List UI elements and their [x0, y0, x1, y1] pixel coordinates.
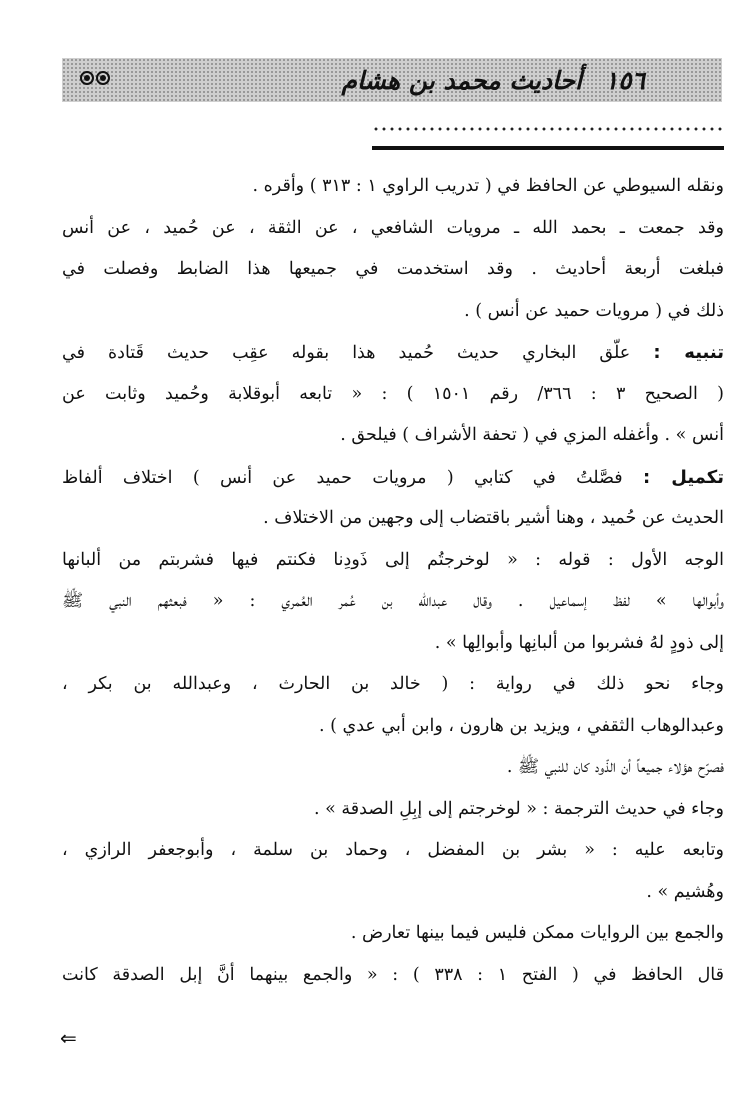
text-line: وجاء في حديث الترجمة : « لوخرجتم إلى إبِلِ الصدقة » .	[313, 798, 724, 819]
double-circle-ornament-icon	[80, 71, 116, 89]
page-number: ١٥٦	[604, 66, 645, 95]
text-line: إلى ذودٍ لهُ فشربوا من ألبانِها وأبوالِها » .	[434, 632, 724, 653]
text-line: والجمع بين الروايات ممكن فليس فيما بينها تعارض .	[350, 923, 724, 943]
running-header-title	[342, 66, 645, 95]
text-line-note	[62, 332, 724, 374]
page-body	[62, 166, 724, 996]
text-line: ذلك في ( مرويات حميد عن أنس ) .	[464, 300, 724, 321]
text-line: الحديث عن حُميد ، وهنا أشير باقتضاب إلى وجهين من الاختلاف .	[263, 508, 724, 528]
text-line: وتابعه عليه : « بشر بن المفضل ، وحماد بن سلمة ، وأبوجعفر الرازي ،	[62, 840, 724, 860]
text-line: وعبدالوهاب الثقفي ، ويزيد بن هارون ، وابن أبي عدي ) .	[319, 715, 724, 736]
text-line: ونقله السيوطي عن الحافظ في ( تدريب الراوي ١ : ٣١٣ ) وأقره .	[252, 176, 724, 196]
text-line: أنس » . وأغفله المزي في ( تحفة الأشراف ) فيلحق .	[340, 425, 724, 445]
text-line: وهُشيم » .	[646, 881, 724, 902]
text-line-supplement	[62, 457, 724, 499]
dotted-separator	[372, 123, 724, 135]
text-line: قال الحافظ في ( الفتح ١ : ٣٣٨ ) : « والجمع بينهما أنَّ إبل الصدقة كانت	[62, 964, 724, 985]
text-line: ( الصحيح ٣ : ٣٦٦/ رقم ١٥٠١ ) : « تابعه أبوقلابة وحُميد وثابت عن	[62, 383, 724, 404]
text-line: وأبوالها » لفظ إسماعيل . وقال عبدالله بن عُمر العُمري : « فبعثهم النبي ﷺ	[62, 591, 724, 611]
note-label: تنبيه :	[653, 342, 724, 363]
text-line: وجاء نحو ذلك في رواية : ( خالد بن الحارث ، وعبدالله بن بكر ،	[62, 674, 724, 694]
text-line: الوجه الأول : قوله : « لوخرجتُم إلى ذَودِنا فكنتم فيها فشربتم من ألبانها	[62, 549, 724, 570]
note-text: علّق البخاري حديث حُميد هذا بقوله عقِب حديث قَتادة في	[62, 343, 631, 363]
text-line: فصرّح هؤلاء جميعاً أن الذّود كان للنبي ﷺ .	[506, 757, 724, 777]
supplement-label: تكميل :	[643, 466, 724, 488]
continuation-arrow-icon: ⇐	[60, 1026, 77, 1050]
text-line: وقد جمعت ـ بحمد الله ـ مرويات الشافعي ، عن الثقة ، عن حُميد ، عن أنس	[62, 217, 724, 238]
solid-separator	[372, 146, 724, 150]
supplement-text: فصَّلتُ في كتابي ( مرويات حميد عن أنس ) اختلاف ألفاظ	[62, 467, 623, 488]
book-title: أحاديث محمد بن هشام	[341, 66, 582, 95]
text-line: فبلغت أربعة أحاديث . وقد استخدمت في جميعها هذا الضابط وفصلت في	[62, 259, 724, 279]
